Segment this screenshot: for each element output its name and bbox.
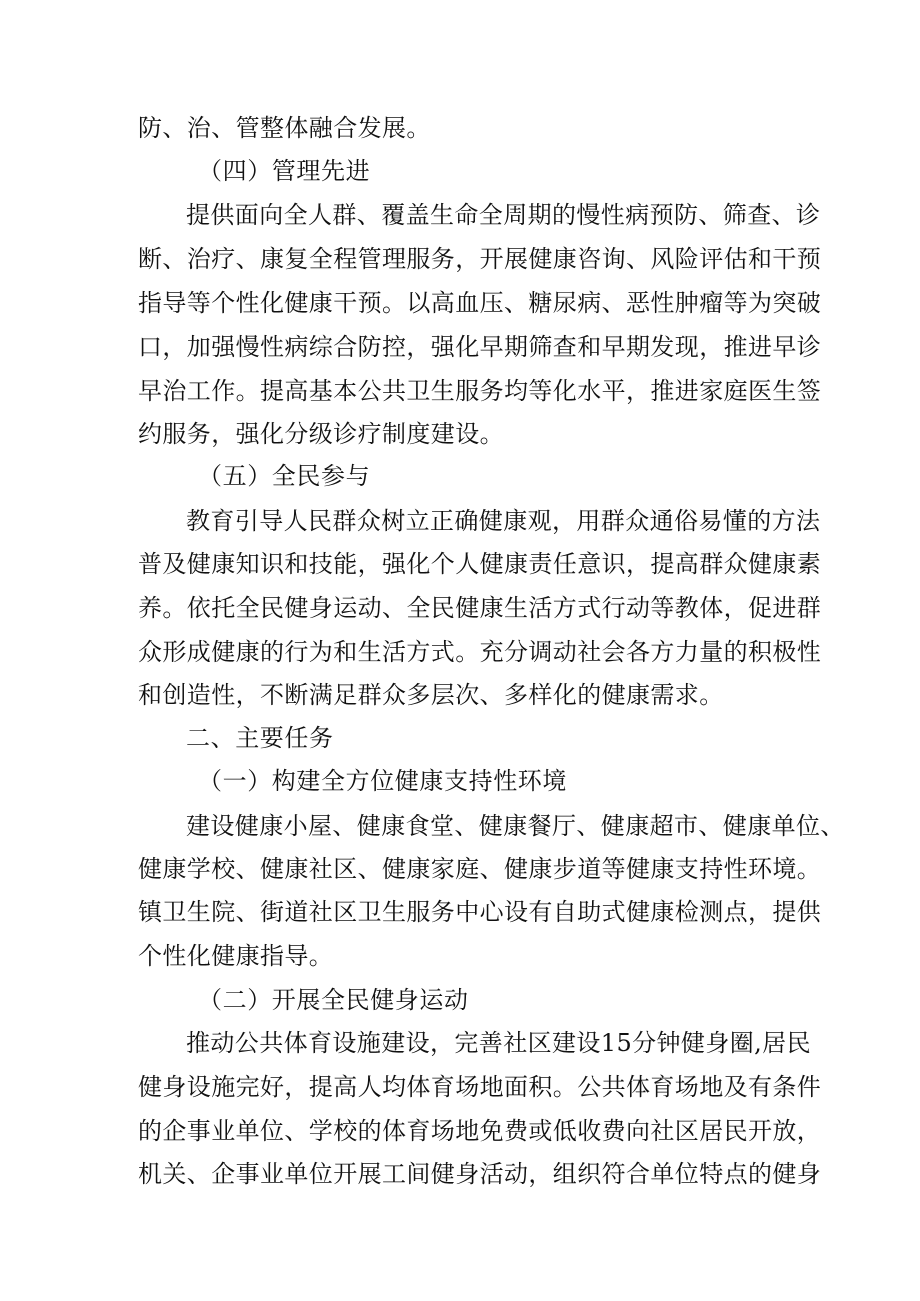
paragraph-line: 和创造性，不断满足群众多层次、多样化的健康需求。 (138, 681, 724, 709)
paragraph-line: 推动公共体育设施建设，完善社区建设15分钟健身圈,居民 (186, 1029, 811, 1057)
paragraph-line: 健身设施完好，提高人均体育场地面积。公共体育场地及有条件 (138, 1073, 822, 1101)
paragraph-line: 口，加强慢性病综合防控，强化早期筛查和早期发现，推进早诊 (138, 333, 822, 361)
paragraph-line: 镇卫生院、街道社区卫生服务中心设有自助式健康检测点，提供 (138, 898, 822, 926)
paragraph-line: 提供面向全人群、覆盖生命全周期的慢性病预防、筛查、诊 (186, 201, 821, 229)
paragraph-line: 断、治疗、康复全程管理服务，开展健康咨询、风险评估和干预 (138, 245, 822, 273)
paragraph-line: 早治工作。提高基本公共卫生服务均等化水平，推进家庭医生签 (138, 377, 822, 405)
paragraph-line: 建设健康小屋、健康食堂、健康餐厅、健康超市、健康单位、 (186, 812, 845, 840)
paragraph-line: 机关、企事业单位开展工间健身活动，组织符合单位特点的健身 (138, 1160, 822, 1188)
main-tasks-heading: 二、主要任务 (186, 724, 334, 752)
section-heading-2: （二）开展全民健身运动 (198, 986, 469, 1014)
paragraph-line: 教育引导人民群众树立正确健康观，用群众通俗易懂的方法 (186, 507, 821, 535)
section-heading-5: （五）全民参与 (198, 462, 371, 490)
paragraph-line: 众形成健康的行为和生活方式。充分调动社会各方力量的积极性 (138, 638, 822, 666)
paragraph-line: 普及健康知识和技能，强化个人健康责任意识，提高群众健康素 (138, 550, 822, 578)
paragraph-line: 的企事业单位、学校的体育场地免费或低收费向社区居民开放， (138, 1117, 822, 1145)
paragraph-line: 指导等个性化健康干预。以高血压、糖尿病、恶性肿瘤等为突破 (138, 289, 822, 317)
section-heading-4: （四）管理先进 (198, 157, 371, 185)
paragraph-line: 个性化健康指导。 (138, 942, 334, 970)
paragraph-continuation: 防、治、管整体融合发展。 (138, 114, 431, 142)
section-heading-1: （一）构建全方位健康支持性环境 (198, 767, 567, 795)
paragraph-line: 养。依托全民健身运动、全民健康生活方式行动等教体，促进群 (138, 594, 822, 622)
paragraph-line: 约服务，强化分级诊疗制度建设。 (138, 420, 504, 448)
paragraph-line: 健康学校、健康社区、健康家庭、健康步道等健康支持性环境。 (138, 855, 822, 883)
